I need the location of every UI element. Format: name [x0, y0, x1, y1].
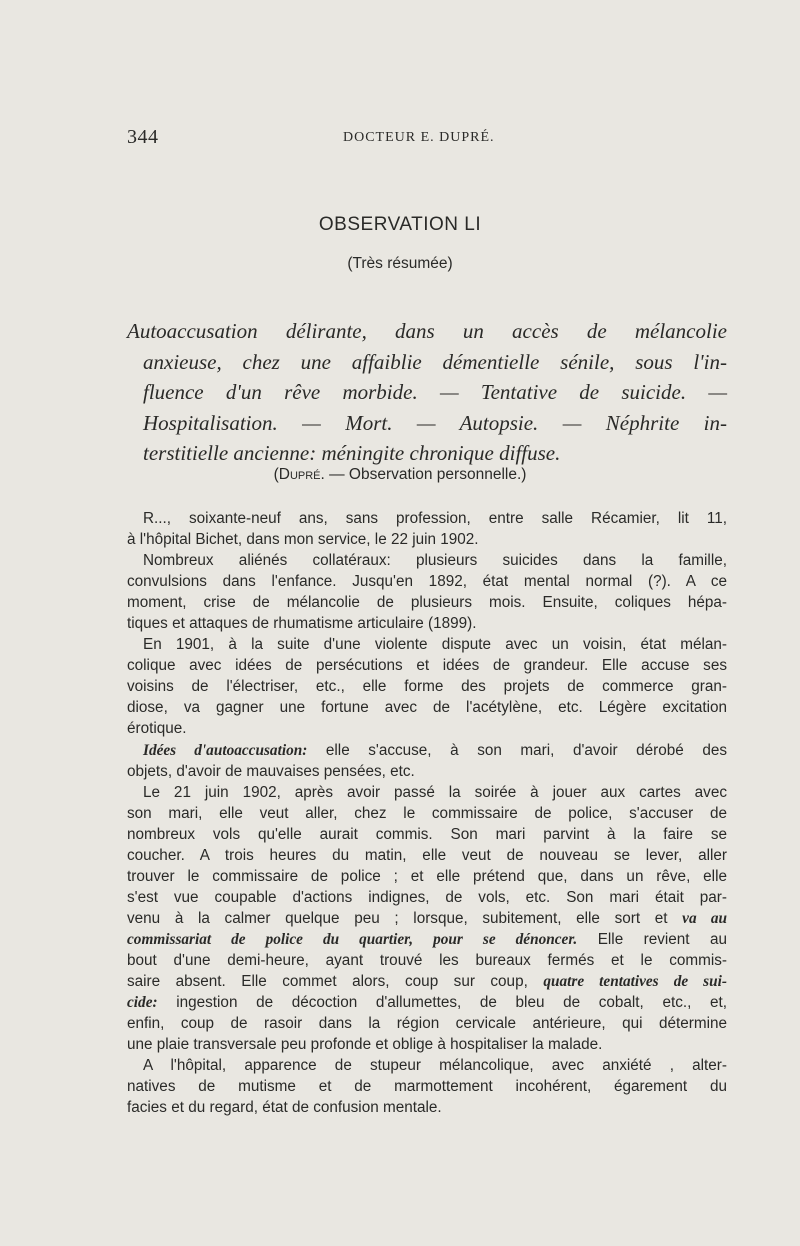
paragraph-line: [127, 613, 727, 634]
observation-body: [127, 508, 727, 1118]
text-run: venu à la calmer quelque peu ; lorsque, subitement, elle sort et: [127, 909, 683, 927]
paragraph-line: [127, 1013, 727, 1034]
text-run: tiques et attaques de rhumatisme articulaire (1899).: [127, 615, 477, 633]
observation-summary: [127, 316, 727, 469]
text-run: ingestion de décoction d'allumettes, de bleu de cobalt, etc., et,: [157, 994, 727, 1012]
text-run: Le 21 juin 1902, après avoir passé la soirée à jouer aux cartes avec: [143, 783, 727, 801]
paragraph-line: [127, 1076, 727, 1097]
paragraph-line: [127, 782, 727, 803]
paragraph-line: [127, 550, 727, 571]
text-run: érotique.: [127, 720, 187, 738]
summary-line: Autoaccusation délirante, dans un accès de mélancolie: [127, 319, 727, 343]
paragraph-line: [127, 908, 727, 929]
paragraph-line: [127, 1097, 727, 1118]
paragraph-line: [127, 971, 727, 992]
observation-subtitle: (Très résumée): [347, 255, 453, 272]
text-run: moment, crise de mélancolie de plusieurs mois. Ensuite, coliques hépa-: [127, 594, 727, 612]
paragraph-line: [127, 592, 727, 613]
running-head: [127, 126, 727, 150]
text-run: saire absent. Elle commet alors, coup sur coup,: [127, 973, 544, 991]
paragraph-line: [127, 508, 727, 529]
text-run: enfin, coup de rasoir dans la région cervicale antérieure, qui détermine: [127, 1015, 727, 1033]
text-run: diose, va gagner une fortune avec de l'acétylène, etc. Légère excitation: [127, 699, 727, 717]
text-run: nombreux vols qu'elle aurait commis. Son mari parvint à la faire se: [127, 825, 727, 843]
paragraph-line: [127, 718, 727, 739]
text-run: bout d'une demi-heure, ayant trouvé les bureaux fermés et le commis-: [127, 951, 727, 969]
summary-line: terstitielle ancienne: méningite chronique diffuse.: [143, 441, 561, 465]
text-run: A l'hôpital, apparence de stupeur mélancolique, avec anxiété , alter-: [143, 1057, 727, 1075]
text-run: trouver le commissaire de police ; et elle prétend que, dans un rêve, elle: [127, 867, 727, 885]
running-head-author: DOCTEUR E. DUPRÉ.: [343, 130, 495, 145]
text-run: son mari, elle veut aller, chez le commissaire de police, s'accuser de: [127, 804, 727, 822]
text-run: une plaie transversale peu profonde et oblige à hospitaliser la malade.: [127, 1036, 603, 1054]
text-run: coucher. A trois heures du matin, elle veut de nouveau se lever, aller: [127, 846, 727, 864]
text-run: En 1901, à la suite d'une violente dispute avec un voisin, état mélan-: [143, 636, 727, 654]
paragraph-line: [127, 866, 727, 887]
paragraph-line: [127, 803, 727, 824]
summary-line: Hospitalisation. — Mort. — Autopsie. — Néphrite in-: [143, 410, 727, 435]
text-run: Nombreux aliénés collatéraux: plusieurs suicides dans la famille,: [143, 552, 727, 570]
paragraph-line: [127, 1034, 727, 1055]
paragraph-line: [127, 887, 727, 908]
italic-text: va au: [682, 909, 727, 927]
summary-line: fluence d'un rêve morbide. — Tentative de suicide. —: [143, 380, 727, 404]
source-author: Dupré: [278, 466, 321, 483]
italic-text: commissariat de police du quartier, pour se dénoncer.: [127, 930, 578, 948]
text-run: facies et du regard, état de confusion mentale.: [127, 1099, 442, 1117]
source-rest: . — Observation personnelle.): [320, 466, 527, 483]
text-run: à l'hôpital Bichet, dans mon service, le 22 juin 1902.: [127, 531, 479, 549]
text-run: Elle revient au: [577, 930, 727, 948]
page-number: 344: [127, 126, 159, 148]
observation-source: [0, 466, 800, 484]
paragraph-line: [127, 676, 727, 697]
observation-title: OBSERVATION LI: [318, 214, 482, 235]
text-run: natives de mutisme et de marmottement incohérent, égarement du: [127, 1078, 727, 1096]
italic-text: cide:: [127, 994, 158, 1012]
text-run: objets, d'avoir de mauvaises pensées, etc.: [127, 762, 415, 780]
paragraph-line: [127, 571, 727, 592]
summary-line: anxieuse, chez une affaiblie démentielle sénile, sous l'in-: [143, 349, 727, 374]
source-open: (: [273, 466, 279, 483]
paragraph-line: [127, 845, 727, 866]
paragraph-line: [127, 992, 727, 1013]
paragraph-line: [127, 529, 727, 550]
paragraph-line: [127, 929, 727, 950]
paragraph-line: [127, 697, 727, 718]
paragraph-line: [127, 761, 727, 782]
text-run: s'est vue coupable d'actions indignes, de vols, etc. Son mari était par-: [127, 888, 727, 906]
paragraph-line: [127, 655, 727, 676]
text-run: voisins de l'électriser, etc., elle forme des projets de commerce gran-: [127, 678, 727, 696]
text-run: elle s'accuse, à son mari, d'avoir dérobé des: [307, 741, 728, 759]
paragraph-line: [127, 740, 727, 761]
text-run: R..., soixante-neuf ans, sans profession, entre salle Récamier, lit 11,: [143, 510, 727, 527]
text-run: convulsions dans l'enfance. Jusqu'en 1892, état mental normal (?). A ce: [127, 573, 727, 591]
italic-text: quatre tentatives de sui-: [543, 973, 727, 991]
paragraph-line: [127, 1055, 727, 1076]
paragraph-line: [127, 950, 727, 971]
text-run: colique avec idées de persécutions et idées de grandeur. Elle accuse ses: [127, 657, 727, 675]
paragraph-line: [127, 824, 727, 845]
italic-text: Idées d'autoaccusation:: [143, 741, 308, 759]
paragraph-line: [127, 634, 727, 655]
